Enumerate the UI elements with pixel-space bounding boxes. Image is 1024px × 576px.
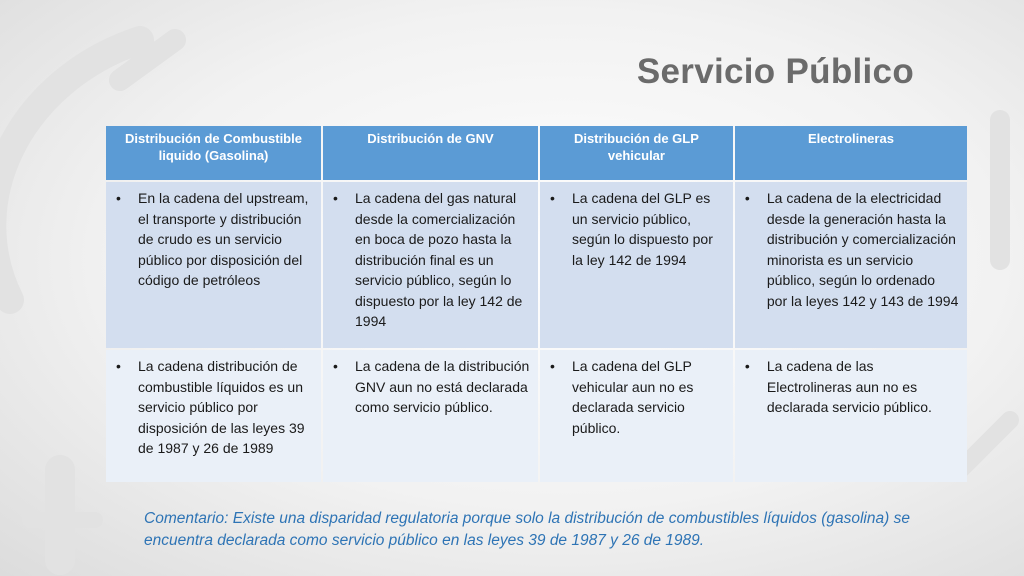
table-row [106,182,967,348]
bullet-icon: • [550,190,555,206]
cell-text: La cadena del GLP vehicular aun no es declarada servicio público. [572,358,694,436]
header-gnv: Distribución de GNV [323,126,538,180]
table-cell [106,350,321,482]
cell-text: En la cadena del upstream, el transporte y distribución de crudo es un servicio público por disposición del código de petróleos [138,190,309,288]
cell-text: La cadena del gas natural desde la comercialización en boca de pozo hasta la distribución final es un servicio público, según lo dispuesto por la ley 142 de 1994 [355,190,523,329]
comparison-table [104,124,969,484]
table-cell [735,182,967,348]
bullet-icon: • [116,358,121,374]
cell-text: La cadena de la electricidad desde la generación hasta la distribución y comercialización minorista es un servicio público, según lo ordenado por la leyes 142 y 143 de 1994 [766,190,959,309]
bullet-icon: • [333,358,338,374]
table-cell [540,182,733,348]
bullet-icon: • [333,190,338,206]
table-cell [323,350,538,482]
cell-text: La cadena distribución de combustible líquidos es un servicio público por disposición de las leyes 39 de 1987 y 26 de 1989 [138,358,305,456]
table-cell [323,182,538,348]
cell-text: La cadena del GLP es un servicio público, según lo dispuesto por la ley 142 de 1994 [572,190,713,268]
header-electrolineras: Electrolineras [735,126,967,180]
bullet-icon: • [550,358,555,374]
cell-text: La cadena de las Electrolineras aun no es declarada servicio público. [766,358,932,415]
bullet-icon: • [744,190,750,206]
table-cell [735,350,967,482]
bullet-icon: • [744,358,750,374]
page-title: Servicio Público [636,52,914,91]
table-cell [540,350,733,482]
table-cell [106,182,321,348]
header-gasolina: Distribución de Combustible liquido (Gasolina) [106,126,321,180]
bullet-icon: • [116,190,121,206]
table-header-row [106,126,967,180]
header-glp: Distribución de GLP vehicular [540,126,733,180]
cell-text: La cadena de la distribución GNV aun no está declarada como servicio público. [355,358,530,415]
table-row [106,350,967,482]
comment-text: Comentario: Existe una disparidad regulatoria porque solo la distribución de combustibles líquidos (gasolina) se encuentra declarada como servicio público en las leyes 39 de 1987 y 26 de 1989. [144,510,910,549]
